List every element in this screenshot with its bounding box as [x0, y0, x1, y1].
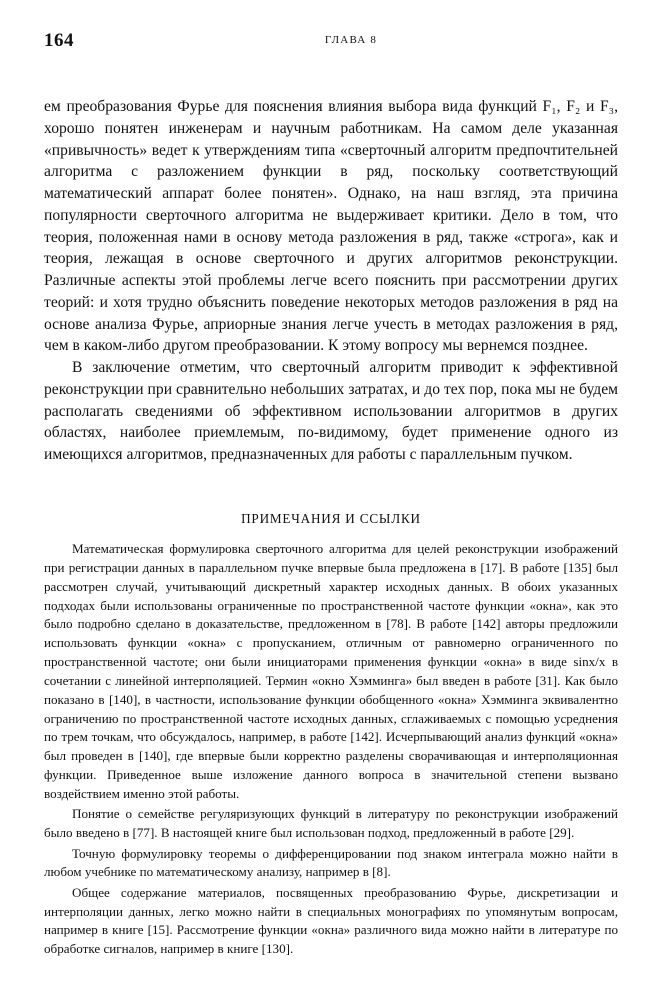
notes-text — [44, 540, 618, 959]
main-text — [44, 96, 618, 466]
running-head: ГЛАВА 8 — [324, 34, 378, 46]
page-number: 164 — [44, 30, 74, 51]
section-heading: ПРИМЕЧАНИЯ И ССЫЛКИ — [241, 511, 421, 526]
note-paragraph: Понятие о семействе регуляризующих функций в литературу по реконструкции изображений было введено в [77]. В настоящей книге был использован подход, предложенный в работе [29]. — [44, 806, 618, 841]
body-paragraph: В заключение отметим, что сверточный алгоритм приводит к эффективной реконструкции при сравнительно небольших затратах, и до тех пор, пока мы не будем располагать сведениями об эффективном использовании алгоритмов в других областях, наиболее приемлемым, по-видимому, будет применение одного из имеющихся алгоритмов, предназначенных для работы с параллельным пучком. — [44, 359, 618, 463]
note-paragraph: Математическая формулировка сверточного алгоритма для целей реконструкции изображений при регистрации данных в параллельном пучке впервые была предложена в [17]. В работе [135] был рассмотрен случай, учитывающий дискретный характер исходных данных. В обоих указанных подходах были использованы ограниченные по пространственной частоте функции «окна», как это было подробно сделано в доказательстве, предложенном в [78]. В работе [142] авторы предложили использовать функции «окна» с пропусканием, отличным от равномерно ограниченного по пространственной частоте; они были инициаторами применения функции «окна» в виде sinx/x в сочетании с линейной интерполяцией. Термин «окно Хэмминга» был введен в работе [31]. Как было показано в [140], в частности, использование функции обобщенного «окна» Хэмминга эквивалентно ограничению по пространственной частоте исходных данных, сглаживаемых с помощью усреднения по трем точкам, что обсуждалось, например, в работе [142]. Исчерпывающий анализ функций «окна» был проведен в [140], где впервые были корректно разделены сворачивающая и интерполяционная функции. Приведенное выше изложение данного вопроса в значительной степени вызвано воздействием именно этой работы. — [44, 541, 618, 801]
note-paragraph: Точную формулировку теоремы о дифференцировании под знаком интеграла можно найти в любом учебнике по математическому анализу, например в [8]. — [44, 845, 618, 880]
body-paragraph: ем преобразования Фурье для пояснения влияния выбора вида функций F₁, F₂ и F₃, хорошо понятен инженерам и научным работникам. На самом деле указанная «привычность» ведет к утверждениям типа «сверточный алгоритм предпочтительней алгоритма с разложением функции в ряд, поскольку соответствующий математический аппарат более понятен». Однако, на наш взгляд, эта причина популярности сверточного алгоритма не выдерживает критики. Дело в том, что теория, положенная нами в основу метода разложения в ряд, также «строга», как и теория, лежащая в основе сверточного и других алгоритмов реконструкции. Различные аспекты этой проблемы легче всего пояснить при рассмотрении других теорий: и хотя трудно объяснить поведение некоторых методов разложения в ряд на основе анализа Фурье, априорные знания легче учесть в методах разложения в ряд, чем в каком-либо другом преобразовании. К этому вопросу мы вернемся позднее. — [44, 98, 618, 355]
page-header — [44, 30, 614, 54]
note-paragraph: Общее содержание материалов, посвященных преобразованию Фурье, дискретизации и интерполяции данных, легко можно найти в специальных монографиях по упомянутым вопросам, например в книге [15]. Рассмотрение функции «окна» различного вида можно найти в литературе по обработке сигналов, например в книге [130]. — [44, 884, 618, 957]
